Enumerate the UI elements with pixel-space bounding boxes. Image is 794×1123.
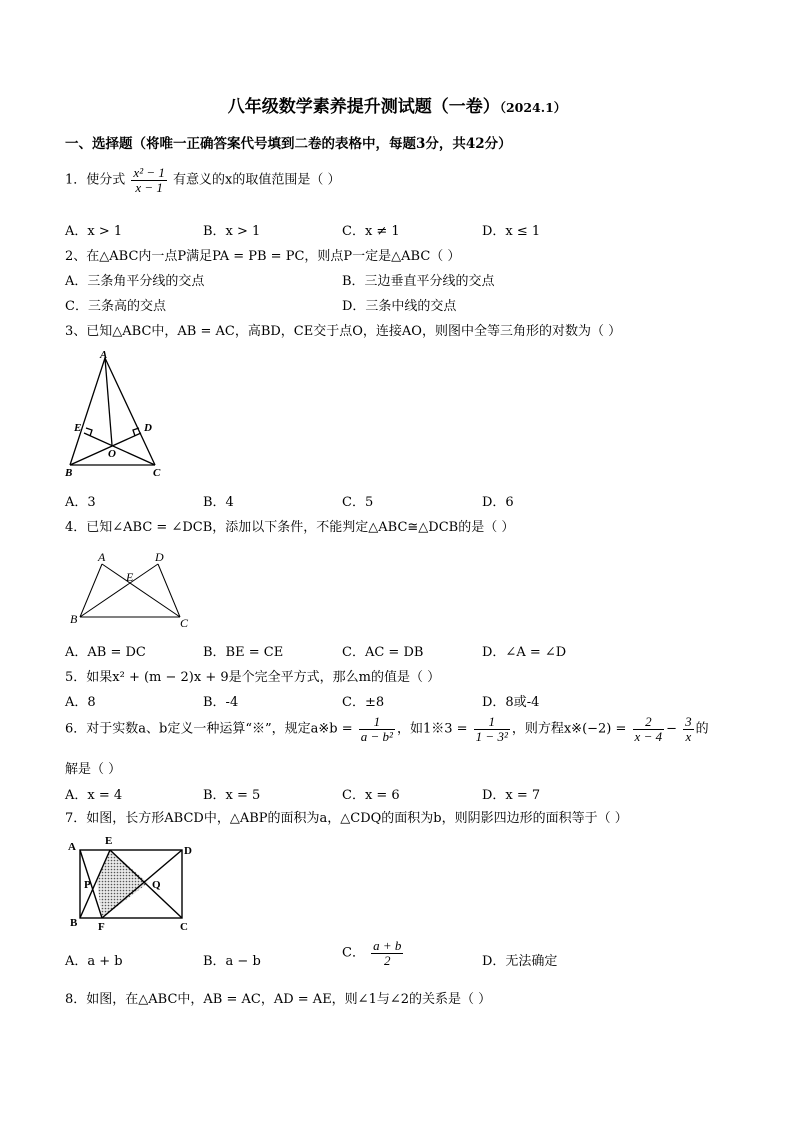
q4-label-d: D (155, 550, 164, 564)
q7-option-d: D．无法确定 (482, 954, 558, 969)
q6-f1-denominator: a − b² (360, 728, 393, 744)
q3-option-a: A．3 (65, 495, 96, 510)
q5-option-c: C．±8 (342, 695, 385, 710)
q5-option-a: A．8 (65, 695, 96, 710)
q7-label-p: P (84, 879, 91, 891)
q7-option-a: A．a + b (65, 954, 123, 969)
title-main: 八年级数学素养提升测试题（一卷） (227, 97, 500, 117)
q3-option-d: D．6 (482, 495, 514, 510)
q6-f2-denominator: 1 − 3² (475, 728, 508, 744)
q6-option-a: A．x = 4 (65, 788, 123, 803)
q6-option-c: C．x = 6 (342, 788, 400, 803)
q4-option-d: D．∠A = ∠D (482, 645, 567, 660)
q6-suffix: 的 (695, 721, 709, 737)
question-4: 4．已知∠ABC = ∠DCB，添加以下条件，不能判定△ABC≅△DCB的是（ ） (65, 520, 515, 535)
q1-option-a: A．x > 1 (65, 224, 123, 239)
q7-option-c-fraction (371, 939, 403, 967)
q7-label-e: E (105, 835, 113, 847)
q1-numerator: x² − 1 (133, 165, 165, 180)
q4-label-c: C (180, 616, 189, 630)
question-7: 7．如图，长方形ABCD中，△ABP的面积为a，△CDQ的面积为b，则阴影四边形的面积等于（ ） (65, 811, 628, 826)
page-title (0, 92, 794, 117)
q7-option-c-prefix: C． (342, 945, 365, 961)
q4-label-e: E (126, 570, 134, 584)
q7-label-d: D (184, 845, 192, 857)
q7-c-denominator: 2 (383, 952, 391, 968)
q6-f2-numerator: 1 (474, 715, 510, 730)
q6-prefix: 6．对于实数a、b定义一种运算“※”，规定a※b = (65, 721, 353, 737)
q6-f4-numerator: 3 (685, 714, 692, 729)
question-8: 8．如图，在△ABC中，AB = AC，AD = AE，则∠1与∠2的关系是（ ） (65, 992, 492, 1007)
q7-label-b: B (70, 917, 78, 929)
q4-label-b: B (70, 612, 78, 626)
q6-f3-numerator: 2 (633, 715, 665, 730)
q6-mid2: ，则方程x※(−2) = (511, 721, 627, 737)
q7-option-c (342, 939, 405, 967)
q6-option-b: B．x = 5 (203, 788, 261, 803)
q7-c-numerator: a + b (373, 938, 402, 953)
q5-option-d: D．8或-4 (482, 695, 540, 710)
q3-label-o: O (108, 448, 116, 460)
q6-line2: 解是（ ） (65, 762, 122, 777)
q5-option-b: B．-4 (203, 695, 239, 710)
q6-mid: ，如1※3 = (396, 721, 468, 737)
q3-label-d: D (144, 422, 152, 434)
q7-shaded-quad (97, 850, 148, 918)
q3-edge-ab (70, 358, 105, 465)
q1-suffix: 有意义的x的取值范围是（ ） (173, 172, 341, 188)
q7-rectangle-figure (62, 832, 202, 932)
q7-label-q: Q (152, 879, 161, 891)
q7-label-f: F (98, 921, 105, 932)
q1-option-c: C．x ≠ 1 (342, 224, 400, 239)
q6-f1-numerator: 1 (359, 715, 395, 730)
q7-option-b: B．a − b (203, 954, 261, 969)
question-3: 3、已知△ABC中，AB = AC，高BD，CE交于点O，连接AO，则图中全等三角形的对数为（ ） (65, 324, 622, 339)
q3-label-c: C (153, 467, 161, 479)
question-1 (65, 166, 340, 194)
q3-option-b: B．4 (203, 495, 234, 510)
q6-option-d: D．x = 7 (482, 788, 541, 803)
q6-f3-denominator: x − 4 (634, 728, 663, 744)
q1-prefix: 1．使分式 (65, 172, 126, 188)
q2-option-c: C．三条高的交点 (65, 299, 166, 314)
q2-option-b: B．三边垂直平分线的交点 (342, 274, 495, 289)
q6-fraction-2 (474, 715, 510, 743)
q3-altitude-ce (84, 433, 155, 465)
q3-label-e: E (74, 422, 82, 434)
q4-option-a: A．AB = DC (65, 645, 146, 660)
q4-option-c: C．AC = DB (342, 645, 424, 660)
q4-segment-ac (102, 564, 180, 617)
title-year: （2024.1） (499, 100, 567, 115)
q4-segment-db (80, 564, 158, 617)
question-5: 5．如果x² + (m − 2)x + 9是个完全平方式，那么m的值是（ ） (65, 670, 441, 685)
q2-option-a: A．三条角平分线的交点 (65, 274, 205, 289)
q7-label-c: C (180, 921, 188, 932)
q3-label-b: B (65, 467, 73, 479)
q1-option-d: D．x ≤ 1 (482, 224, 541, 239)
q6-fraction-3 (633, 715, 665, 743)
q7-label-a: A (68, 841, 76, 853)
q4-label-a: A (98, 550, 106, 564)
q6-fraction-4 (683, 715, 694, 743)
question-6 (65, 715, 709, 743)
q6-minus: − (666, 721, 677, 737)
q1-denominator: x − 1 (135, 179, 163, 195)
q1-option-b: B．x > 1 (203, 224, 261, 239)
section-heading: 一、选择题（将唯一正确答案代号填到二卷的表格中，每题3分，共42分） (65, 136, 512, 152)
q6-fraction-1 (359, 715, 395, 743)
q3-label-a: A (100, 349, 108, 361)
q3-option-c: C．5 (342, 495, 374, 510)
q4-figure (62, 549, 197, 634)
q3-altitude-bd (70, 433, 141, 465)
question-2: 2、在△ABC内一点P满足PA = PB = PC，则点P一定是△ABC（ ） (65, 249, 461, 264)
q3-triangle-figure (62, 348, 172, 480)
q2-option-d: D．三条中线的交点 (342, 299, 457, 314)
q6-f4-denominator: x (685, 728, 692, 744)
q4-option-b: B．BE = CE (203, 645, 284, 660)
q1-fraction (131, 166, 166, 194)
